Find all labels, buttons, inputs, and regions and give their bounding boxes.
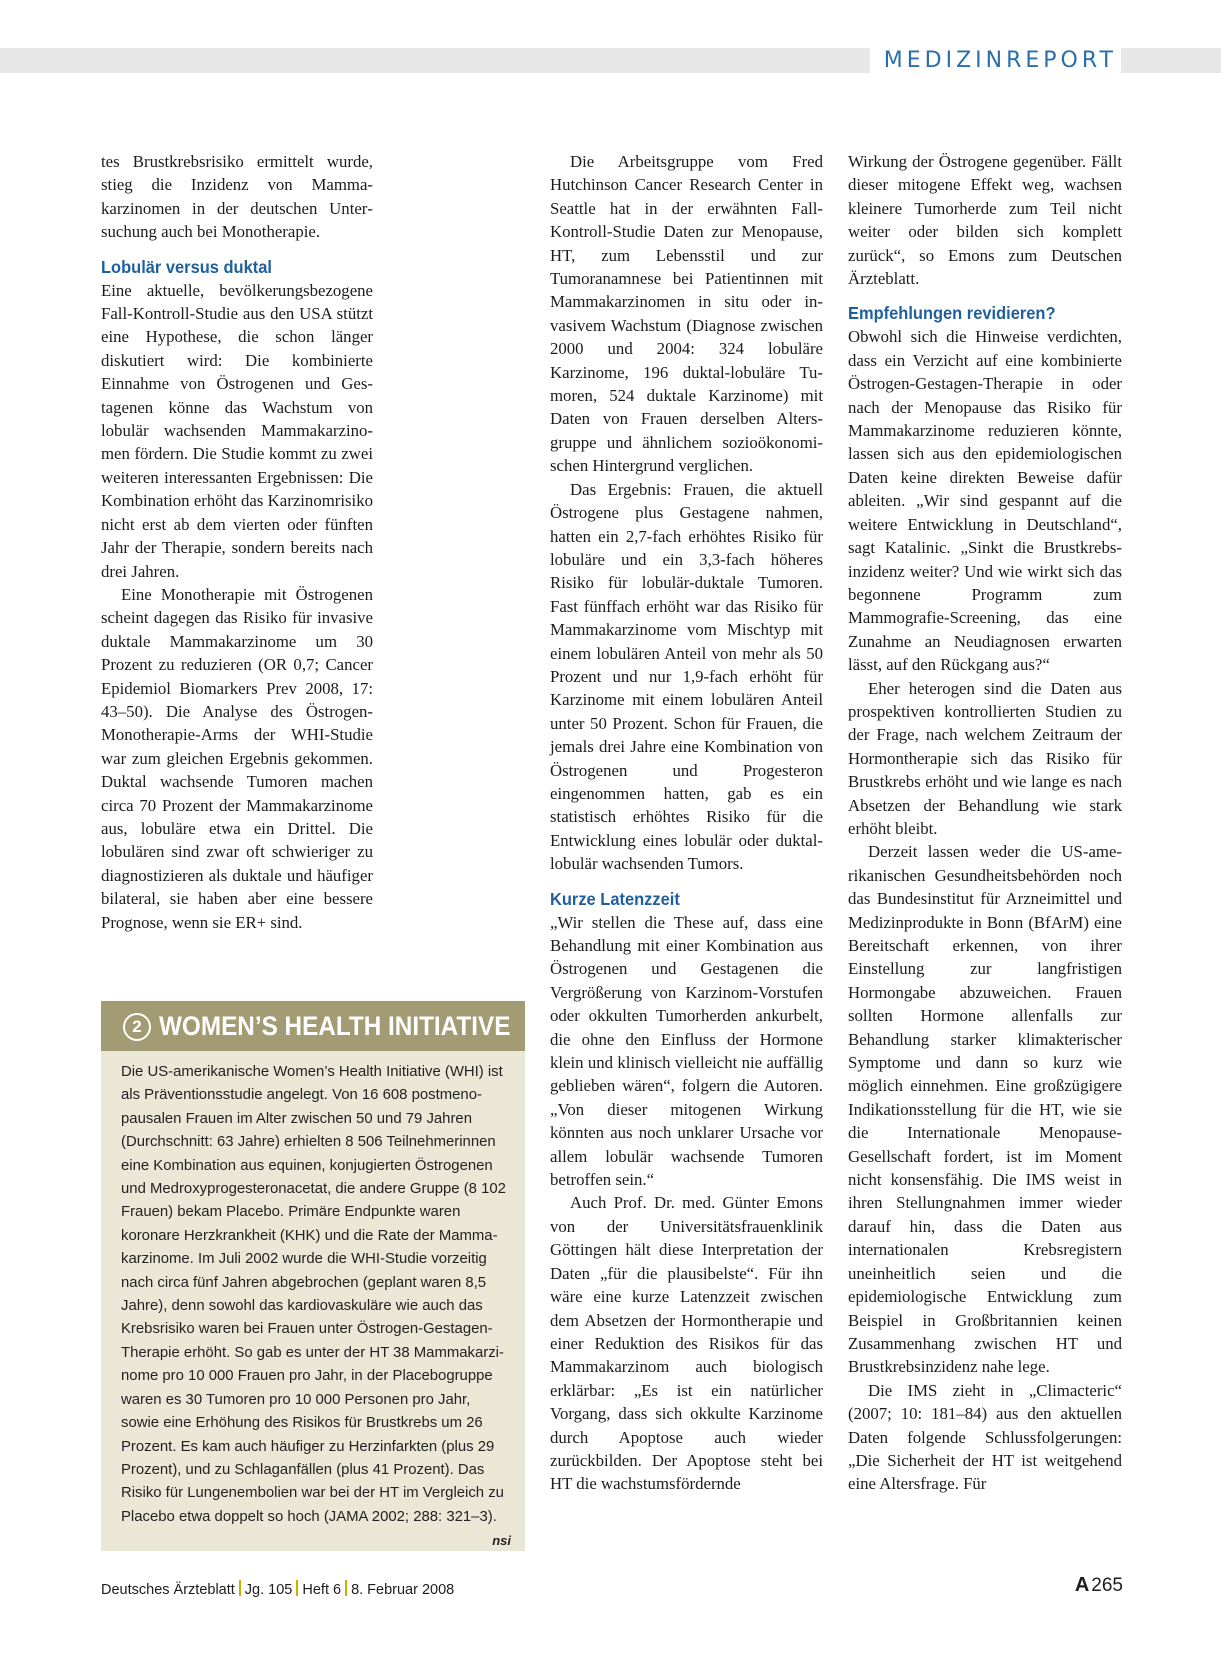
divider <box>345 1580 347 1596</box>
text-column-1 <box>101 150 373 934</box>
journal-name: Deutsches Ärzteblatt <box>101 1582 235 1598</box>
paragraph: tes Brustkrebsrisiko ermittelt wurde, stieg die Inzidenz von Mammakarzinomen in der deutschen Untersuchung auch bei Monotherapie. <box>101 152 373 242</box>
page-number-value: 265 <box>1091 1575 1123 1596</box>
paragraph: Die IMS zieht in „Climacteric“ (2007; 10: 181–84) aus den aktuellen Daten folgende Schlussfolgerungen: „Die Sicherheit der HT ist weitgehend eine Altersfrage. Für <box>848 1380 1122 1494</box>
volume: Jg. 105 <box>244 1582 293 1598</box>
paragraph: Auch Prof. Dr. med. Günter Emons von der Universitätsfrauenklinik Göttingen hält diese Interpretation der Daten „für die plausibelste“. Für ihn wäre eine kurze Latenzzeit zwischen dem Absetzen der Hormontherapie und einer Reduktion des Risikos für das Mammakarzinom auch biologisch erklärbar: „Es ist ein natürlicher Vorgang, dass sich okkulte Karzinome durch Apoptose auch wieder zurückbilden. Der Apoptose steht bei HT die wachstumsfördernde <box>550 1193 823 1494</box>
page-prefix: A <box>1074 1574 1090 1596</box>
paragraph: Wirkung der Östrogene gegenüber. Fällt dieser mitogene Effekt weg, wachsen kleinere Tumorherde zum Teil nicht weiter oder bilden sich komplett zurück“, so Emons zum Deutschen Ärzteblatt. <box>848 152 1122 289</box>
circled-number-icon: 2 <box>123 1013 151 1041</box>
issue: Heft 6 <box>302 1582 342 1598</box>
paragraph: Das Ergebnis: Frauen, die aktuell Östrogene plus Gestagene nahmen, hatten ein 2,7-fach erhöhtes Risiko für lobuläre und ein 3,3-fach höheres Risiko für lobulär-duktale Tumoren. Fast fünffach erhöht war das Risiko für Mammakarzinome vom Mischtyp mit einem lobulären Anteil von mehr als 50 Prozent und nur 1,9-fach erhöht für Karzinome mit einem lobulären Anteil unter 50 Prozent. Schon für Frauen, die jemals drei Jahre eine Kombination von Östrogenen und Progesteron eingenommen hatten, gab es ein statistisch erhöhtes Risiko für die Entwicklung eines lobulär oder duktal-lobulär wachsenden Tumors. <box>550 479 823 874</box>
subheading: Kurze Latenzzeit <box>550 888 680 909</box>
paragraph: „Wir stellen die These auf, dass eine Behandlung mit einer Kombination aus Östrogenen und Gestagenen die Vergrößerung von Karzinom-Vorstufen oder okkulten Tumorherden ankurbelt, die ohne den Einfluss der Hormone klein und klinisch vielleicht nie auffällig geblieben wären“, folgern die Autoren. „Von dieser mitogenen Wirkung könnten aus noch unklarer Ursache vor allem lobulär wachsende Tumoren betroffen sein.“ <box>550 912 823 1190</box>
paragraph: Die Arbeitsgruppe vom Fred Hutchinson Cancer Research Center in Seattle hat in der erwähnten Fall-Kontroll-Studie Daten zur Menopause, HT, zum Lebensstil und zur Tumoranamnese bei Patientinnen mit Mammakarzinomen in situ oder invasivem Wachstum (Diagnose zwischen 2000 und 2004: 324 lobuläre Karzinome, 196 duktal-lobuläre Tumoren, 524 duktale Karzinome) mit Daten von Frauen derselben Altersgruppe und ähnlichem sozioökonomischen Hintergrund verglichen. <box>550 152 823 476</box>
info-box-body <box>101 1051 525 1549</box>
paragraph: Eine aktuelle, bevölkerungsbezogene Fall-Kontroll-Studie aus den USA stützt eine Hypothese, die schon länger diskutiert wird: Die kombinierte Einnahme von Östrogenen und Gestagenen könne das Wachstum von lobulär wachsenden Mammakarzinomen fördern. Die Studie kommt zu zwei weiteren interessanten Ergebnissen: Die Kombination erhöht das Karzinomrisiko nicht erst ab dem vierten oder fünften Jahr der Therapie, sondern bereits nach drei Jahren. <box>101 280 373 581</box>
page-number <box>1075 1574 1123 1597</box>
paragraph: Derzeit lassen weder die US-amerikanischen Gesundheitsbehörden noch das Bundesinstitut für Arzneimittel und Medizinprodukte in Bonn (BfArM) eine Bereitschaft erkennen, von ihrer Einstellung zur langfristigen Hormongabe abzuweichen. Frauen sollten Hormone allenfalls zur Behandlung starker klimakterischer Symptome und dann so kurz wie möglich einnehmen. Eine großzügigere Indikationsstellung für die HT, wie sie die Internationale Menopause-Gesellschaft fordert, ist im Moment nicht konsensfähig. Die IMS weist in ihren Stellungnahmen immer wieder darauf hin, dass die Daten aus internationalen Krebsregistern uneinheitlich seien und die epidemiologische Entwicklung zum Beispiel in Großbritannien keinen Zusammenhang zwischen HT und Brustkrebsinzidenz nahe lege. <box>848 842 1122 1377</box>
subheading: Lobulär versus duktal <box>101 256 272 277</box>
issue-date: 8. Februar 2008 <box>351 1582 455 1598</box>
info-box <box>101 1001 525 1551</box>
text-column-2 <box>550 150 823 1496</box>
info-box-title: WOMEN’S HEALTH INITIATIVE <box>159 1011 511 1041</box>
footer-citation <box>101 1580 454 1598</box>
divider <box>296 1580 298 1596</box>
info-box-header <box>101 1001 525 1051</box>
author-signature: nsi <box>492 1533 511 1549</box>
subheading: Empfehlungen revidieren? <box>848 303 1056 324</box>
paragraph: Eher heterogen sind die Daten aus prospektiven kontrollierten Studien zu der Frage, nach welchem Zeitraum der Hormontherapie sich das Risiko für Brustkrebs erhöht und wie lange es nach Absetzen der Behandlung wie stark erhöht bleibt. <box>848 678 1122 838</box>
info-box-text: Die US-amerikanische Women’s Health Initiative (WHI) ist als Präventionsstudie angelegt. Von 16 608 postmenopausalen Frauen im Alter zwischen 50 und 79 Jahren (Durchschnitt: 63 Jahre) erhielten 8 506 Teilnehmerinnen eine Kombination aus equinen, konjugierten Östrogenen und Medroxyprogesteronacetat, die andere Gruppe (8 102 Frauen) bekam Placebo. Primäre Endpunkte waren koronare Herzkrankheit (KHK) und die Rate der Mammakarzinome. Im Juli 2002 wurde die WHI-Studie vorzeitig nach circa fünf Jahren abgebrochen (geplant waren 8,5 Jahre), denn sowohl das kardiovaskuläre wie auch das Krebsrisiko waren bei Frauen unter Östrogen-Gestagen-Therapie erhöht. So gab es unter der HT 38 Mammakarzinome pro 10 000 Frauen pro Jahr, in der Placebogruppe waren es 30 Tumoren pro 10 000 Personen pro Jahr, sowie eine Erhöhung des Risikos für Brustkrebs um 26 Prozent. Es kam auch häufiger zu Herzinfarkten (plus 29 Prozent), und zu Schlaganfällen (plus 41 Prozent). Das Risiko für Lungenembolien war bei der HT im Vergleich zu Placebo etwa doppelt so hoch (JAMA 2002; 288: 321–3). <box>121 1064 506 1525</box>
text-column-3 <box>848 150 1122 1496</box>
paragraph: Eine Monotherapie mit Östrogenen scheint dagegen das Risiko für invasive duktale Mammakarzinome um 30 Prozent zu reduzieren (OR 0,7; Cancer Epidemiol Biomarkers Prev 2008, 17: 43–50). Die Analyse des Östrogen-Monotherapie-Arms der WHI-Studie war zum gleichen Ergebnis gekommen. Duktal wachsende Tumoren machen circa 70 Prozent der Mammakarzinome aus, lobuläre etwa ein Drittel. Die lobulären sind zwar oft schwieriger zu diagnostizieren als duktale und häufiger bilateral, sie haben aber eine bessere Prognose, wenn sie ER+ sind. <box>101 584 373 932</box>
divider <box>239 1580 241 1596</box>
paragraph: Obwohl sich die Hinweise verdichten, dass ein Verzicht auf eine kombinierte Östrogen-Gestagen-Therapie in oder nach der Menopause das Risiko für Mammakarzinome reduzieren könnte, lassen sich aus den epidemiologischen Daten keine direkten Beweise dafür ableiten. „Wir sind gespannt auf die weitere Entwicklung in Deutschland“, sagt Katalinic. „Sinkt die Brustkrebsinzidenz weiter? Und wie wirkt sich das begonnene Programm zum Mammografie-Screening, das eine Zunahme an Neudiagnosen erwarten lässt, auf den Rückgang aus?“ <box>848 327 1122 675</box>
section-title: MEDIZINREPORT <box>870 47 1121 75</box>
